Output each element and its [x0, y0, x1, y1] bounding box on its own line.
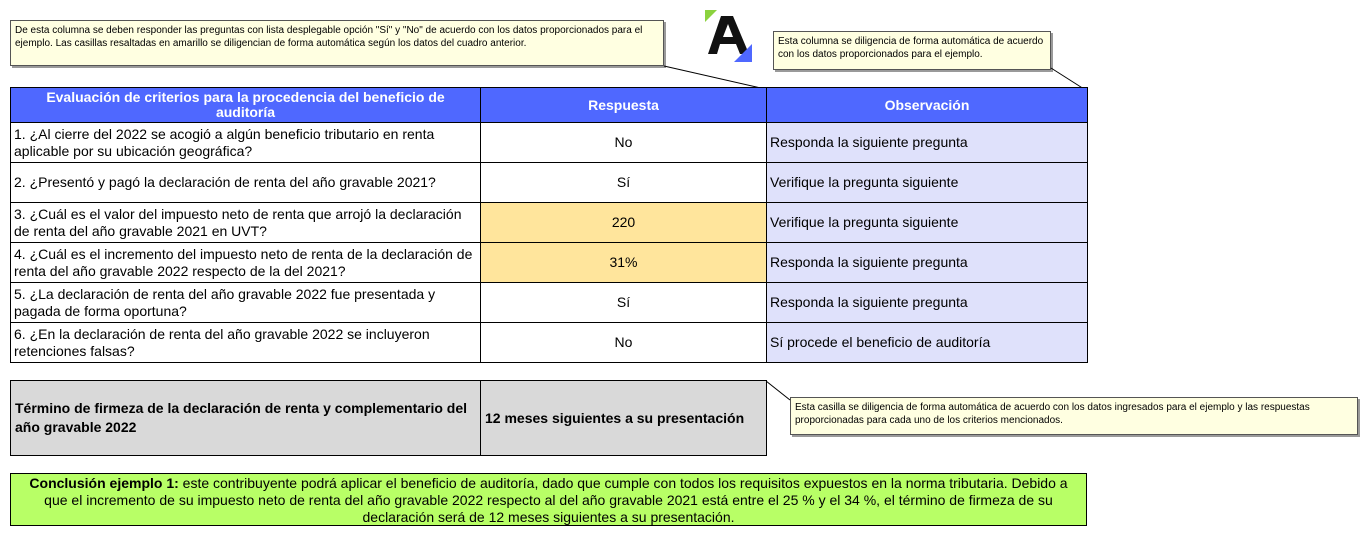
firmeza-value: 12 meses siguientes a su presentación — [485, 410, 745, 426]
table-row — [11, 123, 1088, 163]
question-cell: 6. ¿En la declaración de renta del año gravable 2022 se incluyeron retenciones falsas? — [11, 323, 481, 363]
table-row — [11, 283, 1088, 323]
table-header-row — [11, 88, 1088, 123]
conclusion-text: este contribuyente podrá aplicar el beneficio de auditoría, dado que cumple con todos los requisitos expuestos en la norma tributaria. Debido a que el incremento de su impuesto neto de renta del año gravable 2022 respecto al del año gravable 2021 está entre el 25 % y el 34 %, el término de firmeza de su declaración será de 12 meses siguientes a su presentación. — [44, 475, 1068, 525]
header-observation: Observación — [767, 88, 1088, 123]
conclusion-lead: Conclusión ejemplo 1: — [29, 475, 179, 491]
comment-note-respuesta: De esta columna se deben responder las preguntas con lista desplegable opción "Sí" y "No" de acuerdo con los datos proporcionados para el ejemplo. Las casillas resaltadas en amarillo se diligencian de forma automática según los datos del cuadro anterior. — [10, 20, 664, 66]
actualicese-logo-icon — [703, 10, 753, 62]
observation-cell: Responda la siguiente pregunta — [767, 283, 1088, 323]
table-row — [11, 203, 1088, 243]
question-cell: 1. ¿Al cierre del 2022 se acogió a algún beneficio tributario en renta aplicable por su ubicación geográfica? — [11, 123, 481, 163]
table-row — [11, 323, 1088, 363]
connector-line — [664, 66, 765, 89]
observation-cell: Verifique la pregunta siguiente — [767, 203, 1088, 243]
comment-note-observacion: Esta columna se diligencia de forma automática de acuerdo con los datos proporcionados para el ejemplo. — [773, 31, 1051, 70]
answer-dropdown-cell[interactable]: No — [481, 123, 767, 163]
table-row — [11, 243, 1088, 283]
observation-cell: Responda la siguiente pregunta — [767, 243, 1088, 283]
firmeza-label: Término de firmeza de la declaración de renta y complementario del año gravable 2022 — [11, 381, 481, 455]
conclusion-box — [10, 473, 1087, 526]
observation-cell: Sí procede el beneficio de auditoría — [767, 323, 1088, 363]
header-criterion: Evaluación de criterios para la procedencia del beneficio de auditoría — [11, 88, 481, 123]
answer-auto-cell: 220 — [481, 203, 767, 243]
table-row — [11, 163, 1088, 203]
observation-cell: Responda la siguiente pregunta — [767, 123, 1088, 163]
firmeza-box — [10, 380, 767, 456]
header-answer: Respuesta — [481, 88, 767, 123]
answer-dropdown-cell[interactable]: Sí — [481, 283, 767, 323]
observation-cell: Verifique la pregunta siguiente — [767, 163, 1088, 203]
comment-note-firmeza: Esta casilla se diligencia de forma automática de acuerdo con los datos ingresados para el ejemplo y las respuestas proporcionadas para cada uno de los criterios mencionados. — [790, 397, 1358, 435]
question-cell: 2. ¿Presentó y pagó la declaración de renta del año gravable 2021? — [11, 163, 481, 203]
answer-auto-cell: 31% — [481, 243, 767, 283]
connector-line — [766, 381, 790, 400]
connector-line — [1051, 68, 1084, 89]
question-cell: 5. ¿La declaración de renta del año gravable 2022 fue presentada y pagada de forma oportuna? — [11, 283, 481, 323]
answer-dropdown-cell[interactable]: No — [481, 323, 767, 363]
question-cell: 4. ¿Cuál es el incremento del impuesto neto de renta de la declaración de renta del año gravable 2022 respecto de la del 2021? — [11, 243, 481, 283]
evaluation-table — [10, 87, 1088, 363]
answer-dropdown-cell[interactable]: Sí — [481, 163, 767, 203]
question-cell: 3. ¿Cuál es el valor del impuesto neto de renta que arrojó la declaración de renta del año gravable 2021 en UVT? — [11, 203, 481, 243]
